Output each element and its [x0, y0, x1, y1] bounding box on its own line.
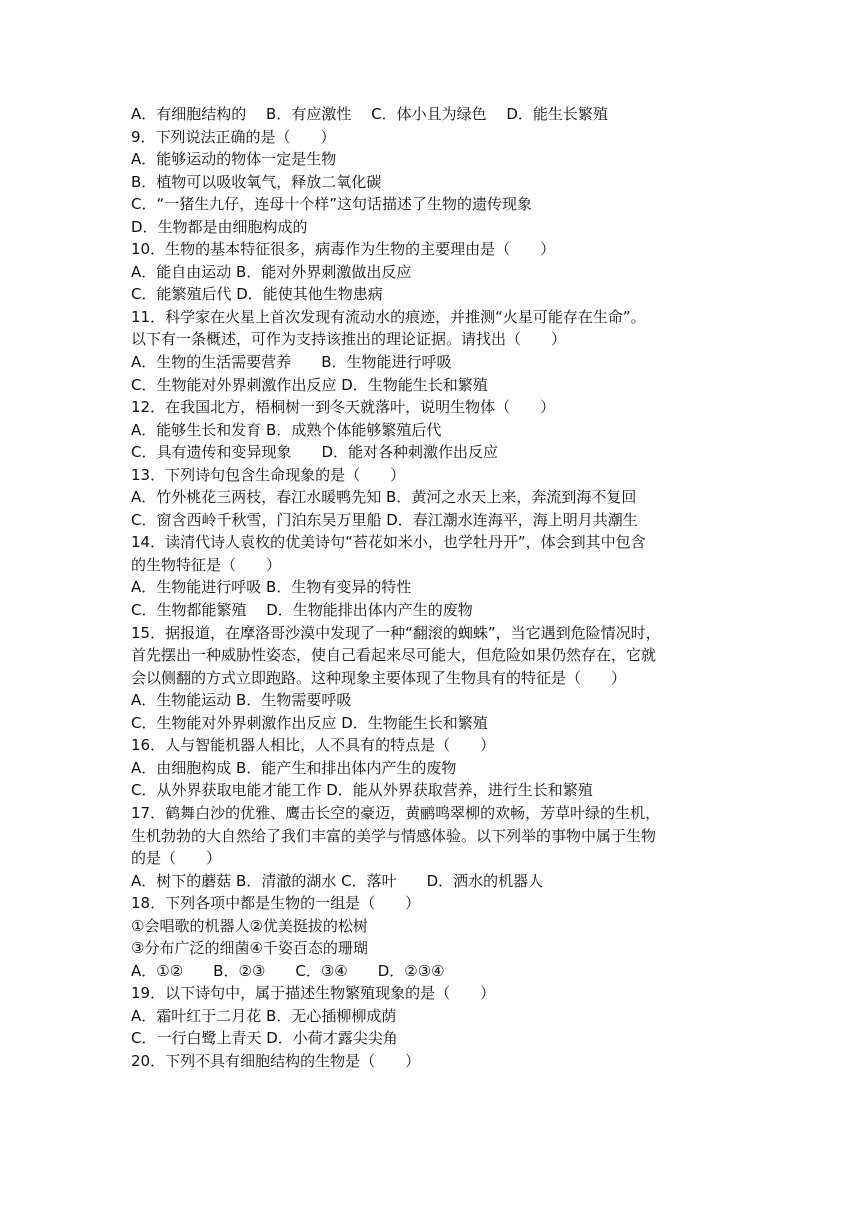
text-line: 11．科学家在火星上首次发现有流动水的痕迹，并推测“火星可能存在生命”。 [131, 307, 646, 326]
text-line: C．从外界获取电能才能工作 D．能从外界获取营养，进行生长和繁殖 [131, 781, 593, 800]
text-line: A．生物能运动 B．生物需要呼吸 [131, 691, 352, 710]
text-line: 的生物特征是（ ） [131, 555, 282, 574]
text-line: A．能够生长和发育 B．成熟个体能够繁殖后代 [131, 420, 442, 439]
text-line: A．①② B．②③ C．③④ D．②③④ [131, 961, 445, 980]
text-line: B．植物可以吸收氧气，释放二氧化碳 [131, 172, 382, 191]
question-list [131, 103, 731, 1073]
text-line: 9．下列说法正确的是（ ） [131, 127, 336, 146]
text-line: C．“一猪生九仔，连母十个样”这句话描述了生物的遗传现象 [131, 195, 533, 214]
text-line: 会以侧翻的方式立即跑路。这种现象主要体现了生物具有的特征是（ ） [131, 668, 627, 687]
text-line: C．窗含西岭千秋雪，门泊东吴万里船 D．春江潮水连海平，海上明月共潮生 [131, 510, 638, 529]
text-line: ③分布广泛的细菌④千姿百态的珊瑚 [131, 939, 368, 958]
text-line: ①会唱歌的机器人②优美挺拔的松树 [131, 916, 368, 935]
text-line: A．生物能进行呼吸 B．生物有变异的特性 [131, 578, 412, 597]
text-line: 13．下列诗句包含生命现象的是（ ） [131, 465, 406, 484]
text-line: 以下有一条概述，可作为支持该推出的理论证据。请找出（ ） [131, 330, 567, 349]
text-line: A．竹外桃花三两枝，春江水暖鸭先知 B．黄河之水天上来，奔流到海不复回 [131, 488, 637, 507]
text-line: 19．以下诗句中，属于描述生物繁殖现象的是（ ） [131, 984, 496, 1003]
text-line: C．一行白鹭上青天 D．小荷才露尖尖角 [131, 1029, 398, 1048]
text-line: 18．下列各项中都是生物的一组是（ ） [131, 894, 421, 913]
text-line: 的是（ ） [131, 849, 222, 868]
text-line: 17．鹤舞白沙的优雅、鹰击长空的豪迈，黄鹂鸣翠柳的欢畅，芳草叶绿的生机， [131, 803, 661, 822]
text-line: C．生物都能繁殖 D．生物能排出体内产生的废物 [131, 601, 473, 620]
text-line: A．霜叶红于二月花 B．无心插柳柳成荫 [131, 1006, 397, 1025]
text-line: 首先摆出一种威胁性姿态，使自己看起来尽可能大，但危险如果仍然存在，它就 [131, 646, 657, 665]
text-line: C．生物能对外界刺激作出反应 D．生物能生长和繁殖 [131, 713, 488, 732]
text-line: 14．读清代诗人袁枚的优美诗句“苔花如米小，也学牡丹开”，体会到其中包含 [131, 533, 646, 552]
text-line: A．树下的蘑菇 B．清澈的湖水 C．落叶 D．洒水的机器人 [131, 871, 544, 890]
text-line: C．能繁殖后代 D．能使其他生物患病 [131, 285, 383, 304]
text-line: 15．据报道，在摩洛哥沙漠中发现了一种“翻滚的蜘蛛”，当它遇到危险情况时， [131, 623, 661, 642]
text-line: A．能自由运动 B．能对外界刺激做出反应 [131, 262, 412, 281]
text-line: 10．生物的基本特征很多，病毒作为生物的主要理由是（ ） [131, 240, 556, 259]
text-line: A．有细胞结构的 B．有应激性 C．体小且为绿色 D．能生长繁殖 [131, 105, 608, 123]
text-line: C．生物能对外界刺激作出反应 D．生物能生长和繁殖 [131, 375, 488, 394]
text-line: C．具有遗传和变异现象 D．能对各种刺激作出反应 [131, 443, 499, 462]
text-line: 16．人与智能机器人相比，人不具有的特点是（ ） [131, 736, 496, 755]
text-line: D．生物都是由细胞构成的 [131, 217, 308, 236]
text-line: A．能够运动的物体一定是生物 [131, 150, 337, 169]
text-line: A．生物的生活需要营养 B．生物能进行呼吸 [131, 353, 452, 372]
text-line: 生机勃勃的大自然给了我们丰富的美学与情感体验。以下列举的事物中属于生物 [131, 826, 657, 845]
text-line: 12．在我国北方，梧桐树一到冬天就落叶，说明生物体（ ） [131, 398, 556, 417]
text-line: A．由细胞构成 B．能产生和排出体内产生的废物 [131, 758, 457, 777]
text-line: 20．下列不具有细胞结构的生物是（ ） [131, 1051, 421, 1070]
